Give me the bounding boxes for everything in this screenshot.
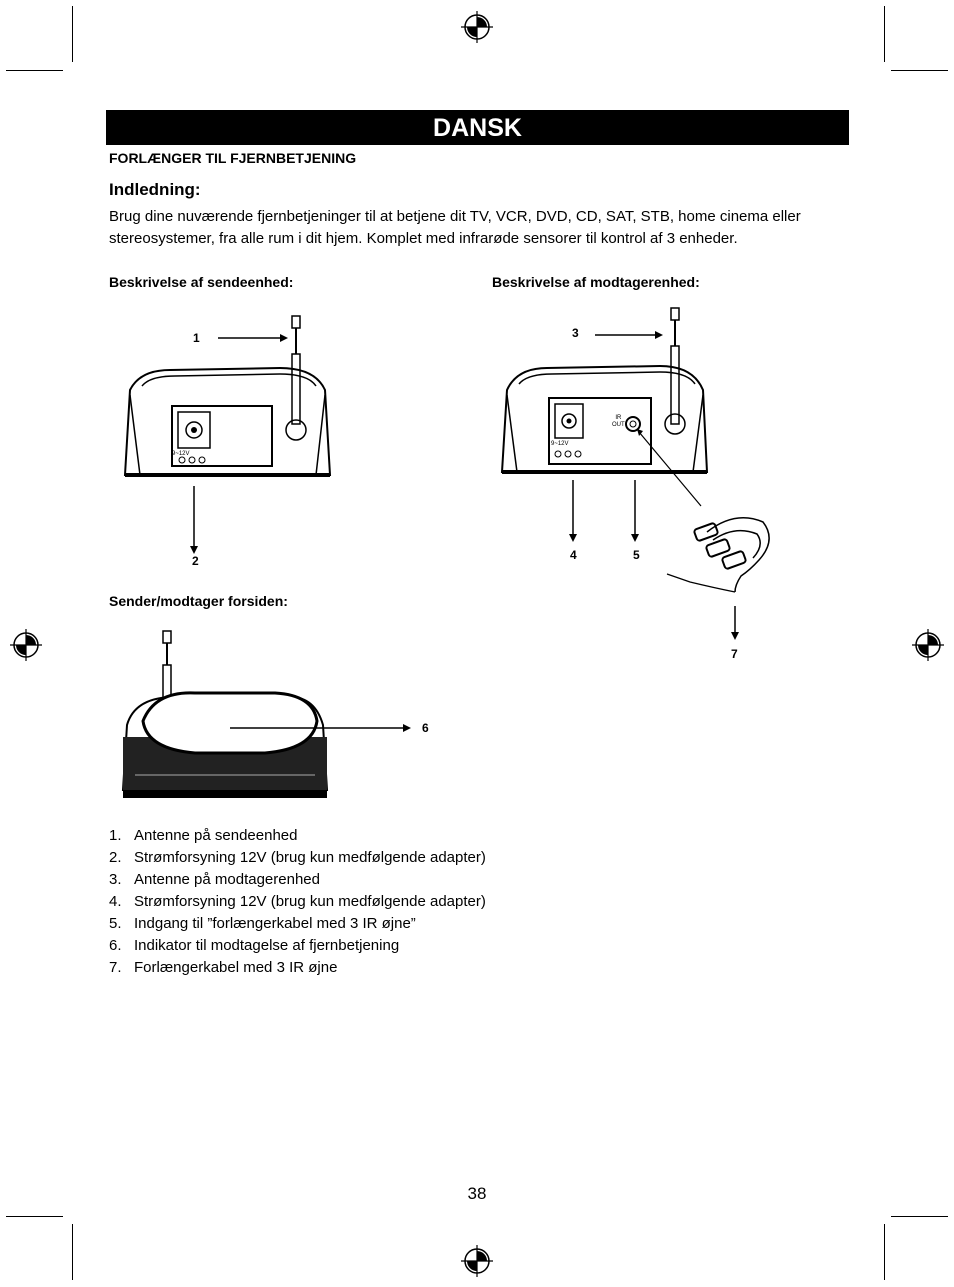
callout-7: 7 [731, 647, 738, 661]
crop-mark [891, 70, 948, 71]
ir-out-label-line1: IR [615, 415, 622, 421]
list-item-number: 6. [109, 937, 122, 954]
callout-5: 5 [633, 548, 640, 562]
receiver-power-label: 9~12V [551, 441, 569, 447]
ir-out-label-line2: OUT [612, 422, 625, 428]
list-item [109, 891, 486, 913]
list-item [109, 913, 486, 935]
list-item-number: 3. [109, 871, 122, 888]
crop-mark [891, 1216, 948, 1217]
list-item-text: Strømforsyning 12V (brug kun medfølgende adapter) [134, 849, 486, 866]
callout-3: 3 [572, 326, 579, 340]
list-item [109, 825, 486, 847]
crop-mark [884, 1224, 885, 1280]
unit-front-illustration [115, 625, 435, 805]
registration-mark-icon [10, 629, 42, 661]
list-item-text: Strømforsyning 12V (brug kun medfølgende adapter) [134, 893, 486, 910]
receiver-unit-rear-illustration [495, 300, 795, 630]
list-item-number: 1. [109, 827, 122, 844]
list-item [109, 847, 486, 869]
section-title: FORLÆNGER TIL FJERNBETJENING [109, 150, 357, 166]
list-item-number: 4. [109, 893, 122, 910]
list-item-text: Indikator til modtagelse af fjernbetjening [134, 937, 400, 954]
list-item-number: 7. [109, 959, 122, 976]
callout-4: 4 [570, 548, 577, 562]
list-item [109, 935, 486, 957]
crop-mark [6, 70, 63, 71]
legend-list [109, 825, 486, 979]
list-item-text: Indgang til ”forlængerkabel med 3 IR øjne” [134, 915, 416, 932]
list-item-number: 5. [109, 915, 122, 932]
registration-mark-icon [461, 1245, 493, 1277]
intro-heading: Indledning: [109, 180, 201, 199]
crop-mark [72, 1224, 73, 1280]
ir-out-label [612, 415, 625, 429]
sender-unit-rear-illustration [120, 310, 340, 485]
callout-1: 1 [193, 331, 200, 345]
language-banner: DANSK [106, 110, 849, 145]
callout-6: 6 [422, 721, 429, 735]
registration-mark-icon [912, 629, 944, 661]
list-item-text: Antenne på sendeenhed [134, 827, 298, 844]
callout-2: 2 [192, 554, 199, 568]
crop-mark [6, 1216, 63, 1217]
sender-power-label: 9~12V [172, 451, 190, 457]
front-caption: Sender/modtager forsiden: [109, 593, 288, 609]
registration-mark-icon [461, 11, 493, 43]
crop-mark [884, 6, 885, 62]
page-number: 38 [467, 1184, 487, 1203]
sender-caption: Beskrivelse af sendeenhed: [109, 274, 294, 290]
receiver-caption: Beskrivelse af modtagerenhed: [492, 274, 700, 290]
list-item-text: Forlængerkabel med 3 IR øjne [134, 959, 338, 976]
list-item [109, 869, 486, 891]
list-item [109, 957, 486, 979]
list-item-text: Antenne på modtagerenhed [134, 871, 320, 888]
list-item-number: 2. [109, 849, 122, 866]
intro-text: Brug dine nuværende fjernbetjeninger til at betjene dit TV, VCR, DVD, CD, SAT, STB, home cinema eller stereosystemer, fra alle rum i dit hjem. Komplet med infrarøde sensorer til kontrol af 3 enheder. [109, 208, 801, 247]
crop-mark [72, 6, 73, 62]
